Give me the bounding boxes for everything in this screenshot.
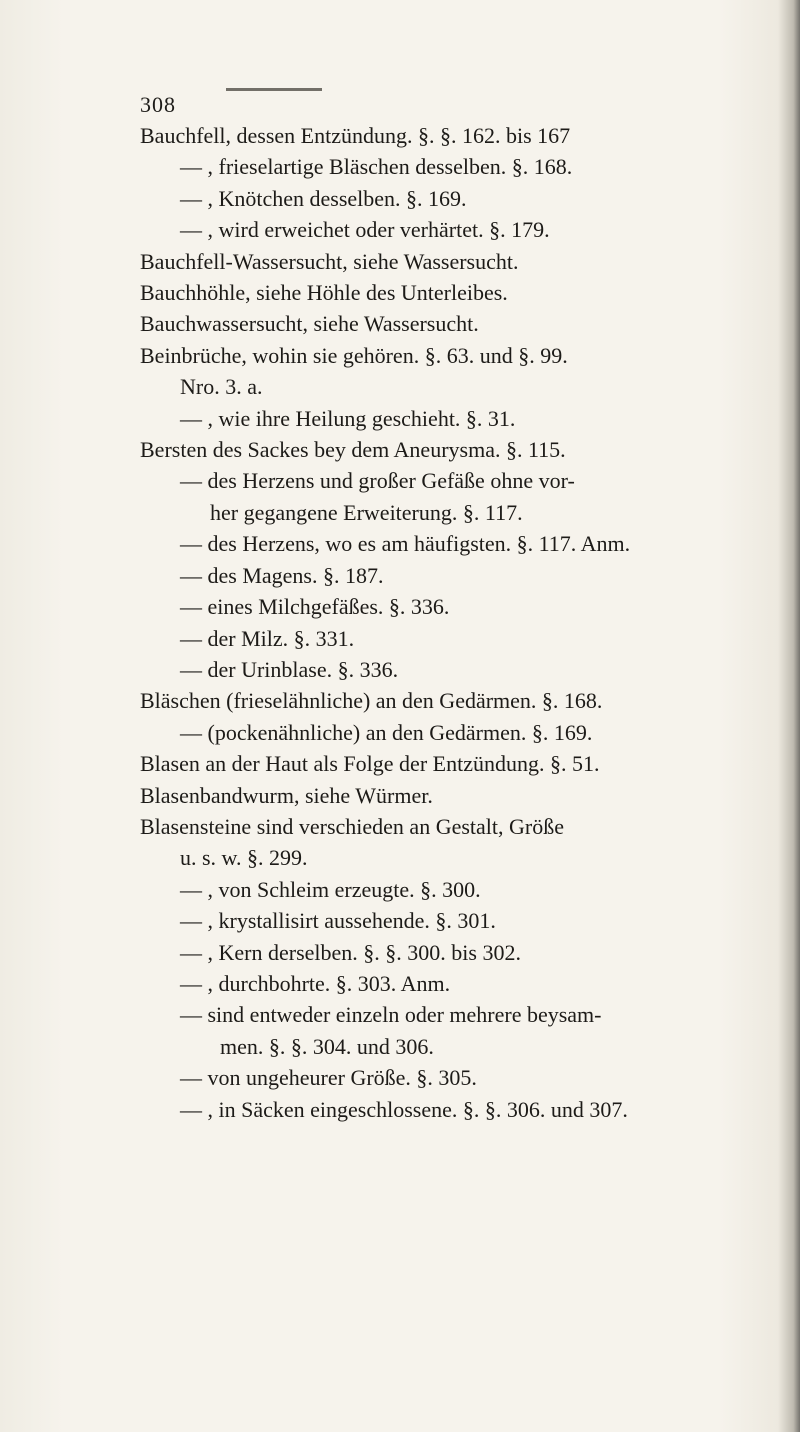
index-subentry: — des Herzens und großer Gefäße ohne vor- <box>180 468 575 494</box>
index-subentry: — , in Säcken eingeschlossene. §. §. 306. und 307. <box>180 1096 628 1122</box>
page-edge-shadow <box>778 0 800 1432</box>
index-entry: Bauchfell-Wassersucht, siehe Wassersucht. <box>140 248 519 274</box>
index-subentry: — , frieselartige Bläschen desselben. §. 168. <box>180 154 573 180</box>
index-subentry: — , durchbohrte. §. 303. Anm. <box>180 970 451 996</box>
index-entry-continuation: her gegangene Erweiterung. §. 117. <box>210 499 523 525</box>
index-entry: Bläschen (frieselähnliche) an den Gedärmen. §. 168. <box>140 688 603 714</box>
header-rule <box>226 88 322 91</box>
index-entry: Blasen an der Haut als Folge der Entzündung. §. 51. <box>140 751 600 777</box>
index-subentry: — , krystallisirt aussehende. §. 301. <box>180 908 496 934</box>
index-subentry: — , wie ihre Heilung geschieht. §. 31. <box>180 405 516 431</box>
index-subentry: — des Magens. §. 187. <box>180 562 384 588</box>
index-subentry: — des Herzens, wo es am häufigsten. §. 117. Anm. <box>180 531 631 557</box>
index-entry-continuation: Nro. 3. a. <box>180 374 263 400</box>
index-entry-continuation: men. §. §. 304. und 306. <box>220 1033 434 1059</box>
index-subentry: — von ungeheurer Größe. §. 305. <box>180 1065 477 1091</box>
index-subentry: — der Urinblase. §. 336. <box>180 656 399 682</box>
index-entry-continuation: u. s. w. §. 299. <box>180 845 308 871</box>
index-subentry: — (pockenähnliche) an den Gedärmen. §. 169. <box>180 719 593 745</box>
index-subentry: — sind entweder einzeln oder mehrere beysam- <box>180 1002 602 1028</box>
page-number: 308 <box>140 92 176 117</box>
index-entry: Blasensteine sind verschieden an Gestalt, Größe <box>140 813 564 839</box>
index-subentry: — , wird erweichet oder verhärtet. §. 179. <box>180 217 550 243</box>
index-subentry: — eines Milchgefäßes. §. 336. <box>180 594 450 620</box>
index-entry: Bauchhöhle, siehe Höhle des Unterleibes. <box>140 280 508 306</box>
index-subentry: — , von Schleim erzeugte. §. 300. <box>180 876 481 902</box>
index-entry: Beinbrüche, wohin sie gehören. §. 63. und §. 99. <box>140 342 568 368</box>
index-entry: Bauchfell, dessen Entzündung. §. §. 162. bis 167 <box>140 123 571 148</box>
index-list <box>140 120 780 1125</box>
index-entry: Bauchwassersucht, siehe Wassersucht. <box>140 311 479 337</box>
index-entry: Blasenbandwurm, siehe Würmer. <box>140 782 433 808</box>
index-subentry: — , Knötchen desselben. §. 169. <box>180 185 467 211</box>
index-entry: Bersten des Sackes bey dem Aneurysma. §. 115. <box>140 437 566 463</box>
index-subentry: — der Milz. §. 331. <box>180 625 355 651</box>
index-subentry: — , Kern derselben. §. §. 300. bis 302. <box>180 939 521 965</box>
